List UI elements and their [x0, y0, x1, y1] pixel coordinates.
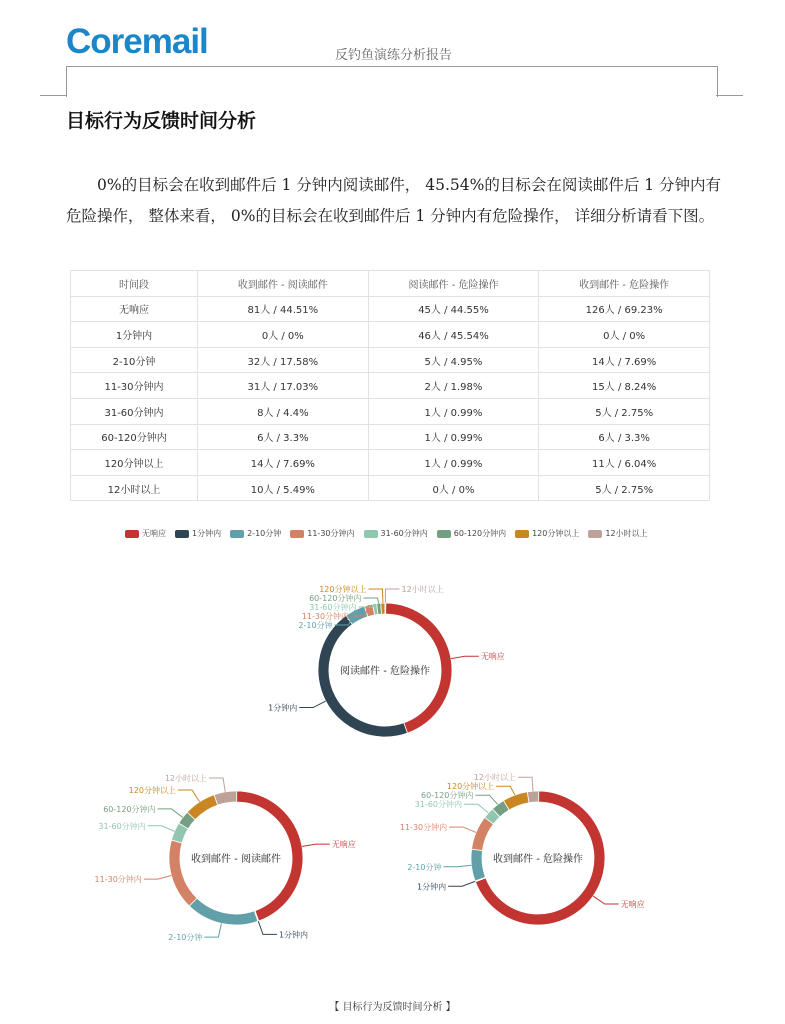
slice-label: 1分钟内	[278, 930, 309, 940]
slice-label: 31-60分钟内	[414, 800, 463, 810]
table-cell: 1分钟内	[71, 322, 198, 348]
donut-slice	[527, 791, 539, 803]
label-leader-line	[144, 875, 172, 879]
table-cell: 无响应	[71, 296, 198, 322]
legend-label: 2-10分钟	[247, 529, 282, 538]
label-leader-line	[258, 921, 277, 934]
table-cell: 0人 / 0%	[368, 475, 539, 501]
label-leader-line	[158, 809, 183, 817]
table-cell: 12小时以上	[71, 475, 198, 501]
table-cell: 6人 / 3.3%	[539, 424, 710, 450]
table-cell: 0人 / 0%	[198, 322, 369, 348]
table-header-cell: 收到邮件 - 阅读邮件	[198, 271, 369, 297]
label-leader-line	[443, 865, 471, 867]
table-cell: 46人 / 45.54%	[368, 322, 539, 348]
slice-label: 12小时以上	[401, 585, 444, 595]
table-cell: 6人 / 3.3%	[198, 424, 369, 450]
label-leader-line	[449, 827, 476, 832]
table-cell: 5人 / 2.75%	[539, 398, 710, 424]
table-cell: 15人 / 8.24%	[539, 373, 710, 399]
chart-center-title: 收到邮件 - 危险操作	[493, 854, 583, 865]
donut-slice	[169, 840, 197, 906]
slice-label: 60-120分钟内	[103, 804, 156, 814]
legend-label: 无响应	[142, 529, 166, 538]
slice-label: 无响应	[480, 652, 505, 662]
table-cell: 0人 / 0%	[539, 322, 710, 348]
donut-slice	[385, 603, 386, 614]
label-leader-line	[299, 701, 325, 707]
slice-label: 60-120分钟内	[309, 594, 362, 604]
slice-label: 31-60分钟内	[309, 603, 357, 613]
slice-label: 12小时以上	[473, 773, 516, 783]
table-cell: 1人 / 0.99%	[368, 450, 539, 476]
legend-label: 31-60分钟内	[380, 529, 428, 538]
legend-label: 12小时以上	[605, 529, 648, 538]
table-cell: 10人 / 5.49%	[198, 475, 369, 501]
label-leader-line	[209, 778, 225, 792]
donut-slice	[187, 795, 218, 820]
label-leader-line	[496, 786, 515, 795]
table-cell: 14人 / 7.69%	[198, 450, 369, 476]
slice-label: 2-10分钟	[298, 621, 333, 631]
donut-slice	[214, 791, 237, 805]
slice-label: 2-10分钟	[407, 862, 442, 872]
label-leader-line	[518, 777, 533, 791]
table-cell: 11人 / 6.04%	[539, 450, 710, 476]
chart-center-title: 收到邮件 - 阅读邮件	[191, 854, 281, 865]
table-cell: 2-10分钟	[71, 347, 198, 373]
slice-label: 60-120分钟内	[421, 791, 474, 801]
table-header-cell: 收到邮件 - 危险操作	[539, 271, 710, 297]
table-cell: 2人 / 1.98%	[368, 373, 539, 399]
table-cell: 120分钟以上	[71, 450, 198, 476]
table-cell: 81人 / 44.51%	[198, 296, 369, 322]
slice-label: 1分钟内	[416, 882, 447, 892]
table-cell: 1人 / 0.99%	[368, 398, 539, 424]
slice-label: 无响应	[331, 840, 356, 850]
table-cell: 1人 / 0.99%	[368, 424, 539, 450]
legend-label: 1分钟内	[192, 529, 222, 538]
summary-paragraph: 0%的目标会在收到邮件后 1 分钟内阅读邮件， 45.54%的目标会在阅读邮件后 1 分钟内有危险操作， 整体来看， 0%的目标会在收到邮件后 1 分钟内有危险操作， 详细分析请看下图。	[66, 176, 722, 225]
chart-center-title: 阅读邮件 - 危险操作	[340, 666, 430, 677]
table-cell: 126人 / 69.23%	[539, 296, 710, 322]
slice-label: 2-10分钟	[168, 933, 203, 943]
slice-label: 31-60分钟内	[98, 821, 146, 831]
legend-label: 60-120分钟内	[453, 529, 507, 538]
label-leader-line	[368, 589, 382, 603]
table-cell: 5人 / 2.75%	[539, 475, 710, 501]
label-leader-line	[593, 896, 619, 904]
slice-label: 12小时以上	[164, 774, 208, 784]
footer-label: 【 目标行为反馈时间分析 】	[329, 1002, 456, 1013]
slice-label: 无响应	[620, 900, 645, 910]
label-leader-line	[451, 656, 479, 658]
table-cell: 14人 / 7.69%	[539, 347, 710, 373]
slice-label: 1分钟内	[268, 703, 298, 713]
label-leader-line	[448, 881, 475, 886]
table-cell: 31-60分钟内	[71, 398, 198, 424]
label-leader-line	[178, 790, 200, 802]
table-cell: 8人 / 4.4%	[198, 398, 369, 424]
slice-label: 120分钟以上	[319, 585, 367, 595]
slice-label: 120分钟以上	[446, 782, 495, 792]
donut-chart	[95, 773, 356, 942]
label-leader-line	[204, 923, 221, 937]
table-cell: 60-120分钟内	[71, 424, 198, 450]
coremail-logo: Coremail	[66, 22, 208, 61]
legend-label: 11-30分钟内	[307, 529, 355, 538]
table-cell: 31人 / 17.03%	[198, 373, 369, 399]
slice-label: 120分钟以上	[128, 786, 176, 796]
document-title: 反钓鱼演练分析报告	[335, 48, 453, 63]
table-header-cell: 阅读邮件 - 危险操作	[368, 271, 539, 297]
slice-label: 11-30分钟内	[94, 875, 142, 885]
label-leader-line	[363, 598, 378, 603]
donut-slice	[472, 817, 494, 850]
donut-chart	[400, 772, 645, 925]
legend-label: 120分钟以上	[532, 529, 580, 538]
table-cell: 11-30分钟内	[71, 373, 198, 399]
label-leader-line	[385, 589, 399, 603]
section-title: 目标行为反馈时间分析	[66, 110, 257, 132]
label-leader-line	[475, 795, 497, 804]
donut-slice	[381, 603, 385, 614]
donut-slice	[471, 849, 485, 881]
slice-label: 11-30分钟内	[301, 612, 350, 622]
table-header-cell: 时间段	[71, 271, 198, 297]
label-leader-line	[148, 826, 175, 832]
table-cell: 32人 / 17.58%	[198, 347, 369, 373]
slice-label: 11-30分钟内	[399, 823, 448, 833]
table-cell: 45人 / 44.55%	[368, 296, 539, 322]
label-leader-line	[302, 844, 330, 846]
donut-slice	[189, 898, 258, 925]
table-cell: 5人 / 4.95%	[368, 347, 539, 373]
label-leader-line	[464, 804, 488, 813]
donut-slice	[504, 792, 530, 810]
donut-chart	[268, 584, 505, 737]
